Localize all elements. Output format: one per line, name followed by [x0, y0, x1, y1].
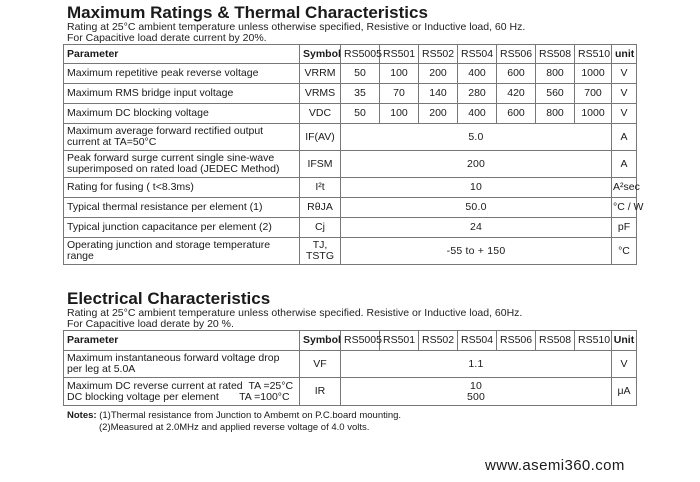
table-row	[64, 124, 637, 151]
header-model: RS504	[458, 45, 497, 64]
header-model: RS501	[380, 45, 419, 64]
value-cell: 35	[341, 84, 380, 104]
symbol-cell: TJ, TSTG	[300, 238, 341, 265]
header-model: RS510	[575, 45, 612, 64]
header-parameter: Parameter	[64, 45, 300, 64]
electrical-table	[63, 330, 637, 406]
header-model: RS502	[419, 45, 458, 64]
value-cell: 70	[380, 84, 419, 104]
unit-cell: °C / W	[612, 198, 637, 218]
symbol-cell: VF	[300, 351, 341, 378]
table-row	[64, 84, 637, 104]
header-model: RS502	[419, 331, 458, 351]
header-model: RS506	[497, 45, 536, 64]
ratings-subtitle-1: Rating at 25°C ambient temperature unless otherwise specified, Resistive or Inductive load, 60 Hz.	[67, 21, 526, 33]
param-cell: Rating for fusing ( t<8.3ms)	[64, 178, 300, 198]
value-cell: 50	[341, 104, 380, 124]
param-cell: Typical junction capacitance per element (2)	[64, 218, 300, 238]
param-line-1: Maximum DC reverse current at rated	[67, 379, 243, 392]
value-cell: 420	[497, 84, 536, 104]
value-cell: 600	[497, 64, 536, 84]
value-cell: -55 to + 150	[341, 238, 612, 265]
table-row	[64, 378, 637, 406]
value-cell: 50.0	[341, 198, 612, 218]
header-model: RS5005	[341, 331, 380, 351]
symbol-cell: RθJA	[300, 198, 341, 218]
header-model: RS510	[575, 331, 612, 351]
symbol-cell: VDC	[300, 104, 341, 124]
header-model: RS5005	[341, 45, 380, 64]
value-cell: 200	[419, 104, 458, 124]
value-cell: 1000	[575, 104, 612, 124]
param-line-2: DC blocking voltage per element	[67, 390, 219, 403]
table-row	[64, 238, 637, 265]
param-cell: Maximum instantaneous forward voltage drop per leg at 5.0A	[64, 351, 300, 378]
symbol-cell: VRMS	[300, 84, 341, 104]
symbol-cell: IFSM	[300, 151, 341, 178]
ratings-title: Maximum Ratings & Thermal Characteristics	[67, 3, 428, 22]
value-cell: 140	[419, 84, 458, 104]
param-cell: Maximum RMS bridge input voltage	[64, 84, 300, 104]
param-cell: Typical thermal resistance per element (1)	[64, 198, 300, 218]
electrical-subtitle-1: Rating at 25°C ambient temperature unless otherwise specified. Resistive or Inductive load, 60Hz.	[67, 307, 523, 319]
value-cell: 50	[341, 64, 380, 84]
unit-cell: °C	[612, 238, 637, 265]
table-row	[64, 178, 637, 198]
symbol-cell: IF(AV)	[300, 124, 341, 151]
electrical-header-row	[64, 331, 637, 351]
unit-cell: A²sec	[612, 178, 637, 198]
table-row	[64, 64, 637, 84]
electrical-subtitle-2: For Capacitive load derate by 20 %.	[67, 318, 234, 330]
value-cell: 800	[536, 104, 575, 124]
value-cell: 700	[575, 84, 612, 104]
unit-cell: A	[612, 124, 637, 151]
symbol-cell: I²t	[300, 178, 341, 198]
value-cell: 100	[380, 64, 419, 84]
unit-cell: pF	[612, 218, 637, 238]
header-symbol: Symbol	[300, 45, 341, 64]
value-cell: 24	[341, 218, 612, 238]
param-cell: Peak forward surge current single sine-wave superimposed on rated load (JEDEC Method)	[64, 151, 300, 178]
symbol-cell: Cj	[300, 218, 341, 238]
table-row	[64, 198, 637, 218]
value-cell: 400	[458, 104, 497, 124]
electrical-title: Electrical Characteristics	[67, 289, 271, 308]
unit-cell: V	[612, 84, 637, 104]
unit-cell: μA	[612, 378, 637, 406]
table-row	[64, 104, 637, 124]
param-cell: Maximum DC blocking voltage	[64, 104, 300, 124]
website-url: www.asemi360.com	[485, 457, 625, 474]
unit-cell: A	[612, 151, 637, 178]
header-model: RS508	[536, 331, 575, 351]
param-cell: Maximum average forward rectified output current at TA=50°C	[64, 124, 300, 151]
value-cell: 400	[458, 64, 497, 84]
note-1: (1)Thermal resistance from Junction to Ambemt on P.C.board mounting.	[99, 410, 402, 421]
value-cell	[341, 378, 612, 406]
unit-cell: V	[612, 351, 637, 378]
condition-2: TA =100°C	[239, 390, 290, 403]
header-model: RS506	[497, 331, 536, 351]
value-cell: 800	[536, 64, 575, 84]
symbol-cell: IR	[300, 378, 341, 406]
value-cell: 200	[341, 151, 612, 178]
notes	[67, 410, 401, 434]
symbol-cell: VRRM	[300, 64, 341, 84]
value-cell: 100	[380, 104, 419, 124]
value-line-1: 10	[469, 379, 483, 392]
value-cell: 560	[536, 84, 575, 104]
ratings-table	[63, 44, 644, 265]
ratings-subtitle-2: For Capacitive load derate current by 20%.	[67, 32, 267, 44]
condition-1: TA =25°C	[248, 379, 294, 392]
header-parameter: Parameter	[64, 331, 300, 351]
param-cell: Operating junction and storage temperature range	[64, 238, 300, 265]
note-2: (2)Measured at 2.0MHz and applied reverse voltage of 4.0 volts.	[99, 422, 370, 433]
value-cell: 5.0	[341, 124, 612, 151]
header-unit: Unit	[612, 331, 637, 351]
value-cell: 200	[419, 64, 458, 84]
param-cell	[64, 378, 300, 406]
value-cell: 1.1	[341, 351, 612, 378]
value-cell: 1000	[575, 64, 612, 84]
table-row	[64, 351, 637, 378]
header-model: RS504	[458, 331, 497, 351]
header-model: RS508	[536, 45, 575, 64]
param-cell: Maximum repetitive peak reverse voltage	[64, 64, 300, 84]
unit-cell: V	[612, 104, 637, 124]
value-cell: 280	[458, 84, 497, 104]
header-symbol: Symbol	[300, 331, 341, 351]
table-row	[64, 218, 637, 238]
value-cell: 10	[341, 178, 612, 198]
unit-cell: V	[612, 64, 637, 84]
value-cell: 600	[497, 104, 536, 124]
header-unit: unit	[612, 45, 637, 64]
ratings-header-row	[64, 45, 637, 64]
notes-label: Notes:	[67, 410, 97, 421]
value-line-2: 500	[466, 390, 486, 403]
header-model: RS501	[380, 331, 419, 351]
table-row	[64, 151, 637, 178]
